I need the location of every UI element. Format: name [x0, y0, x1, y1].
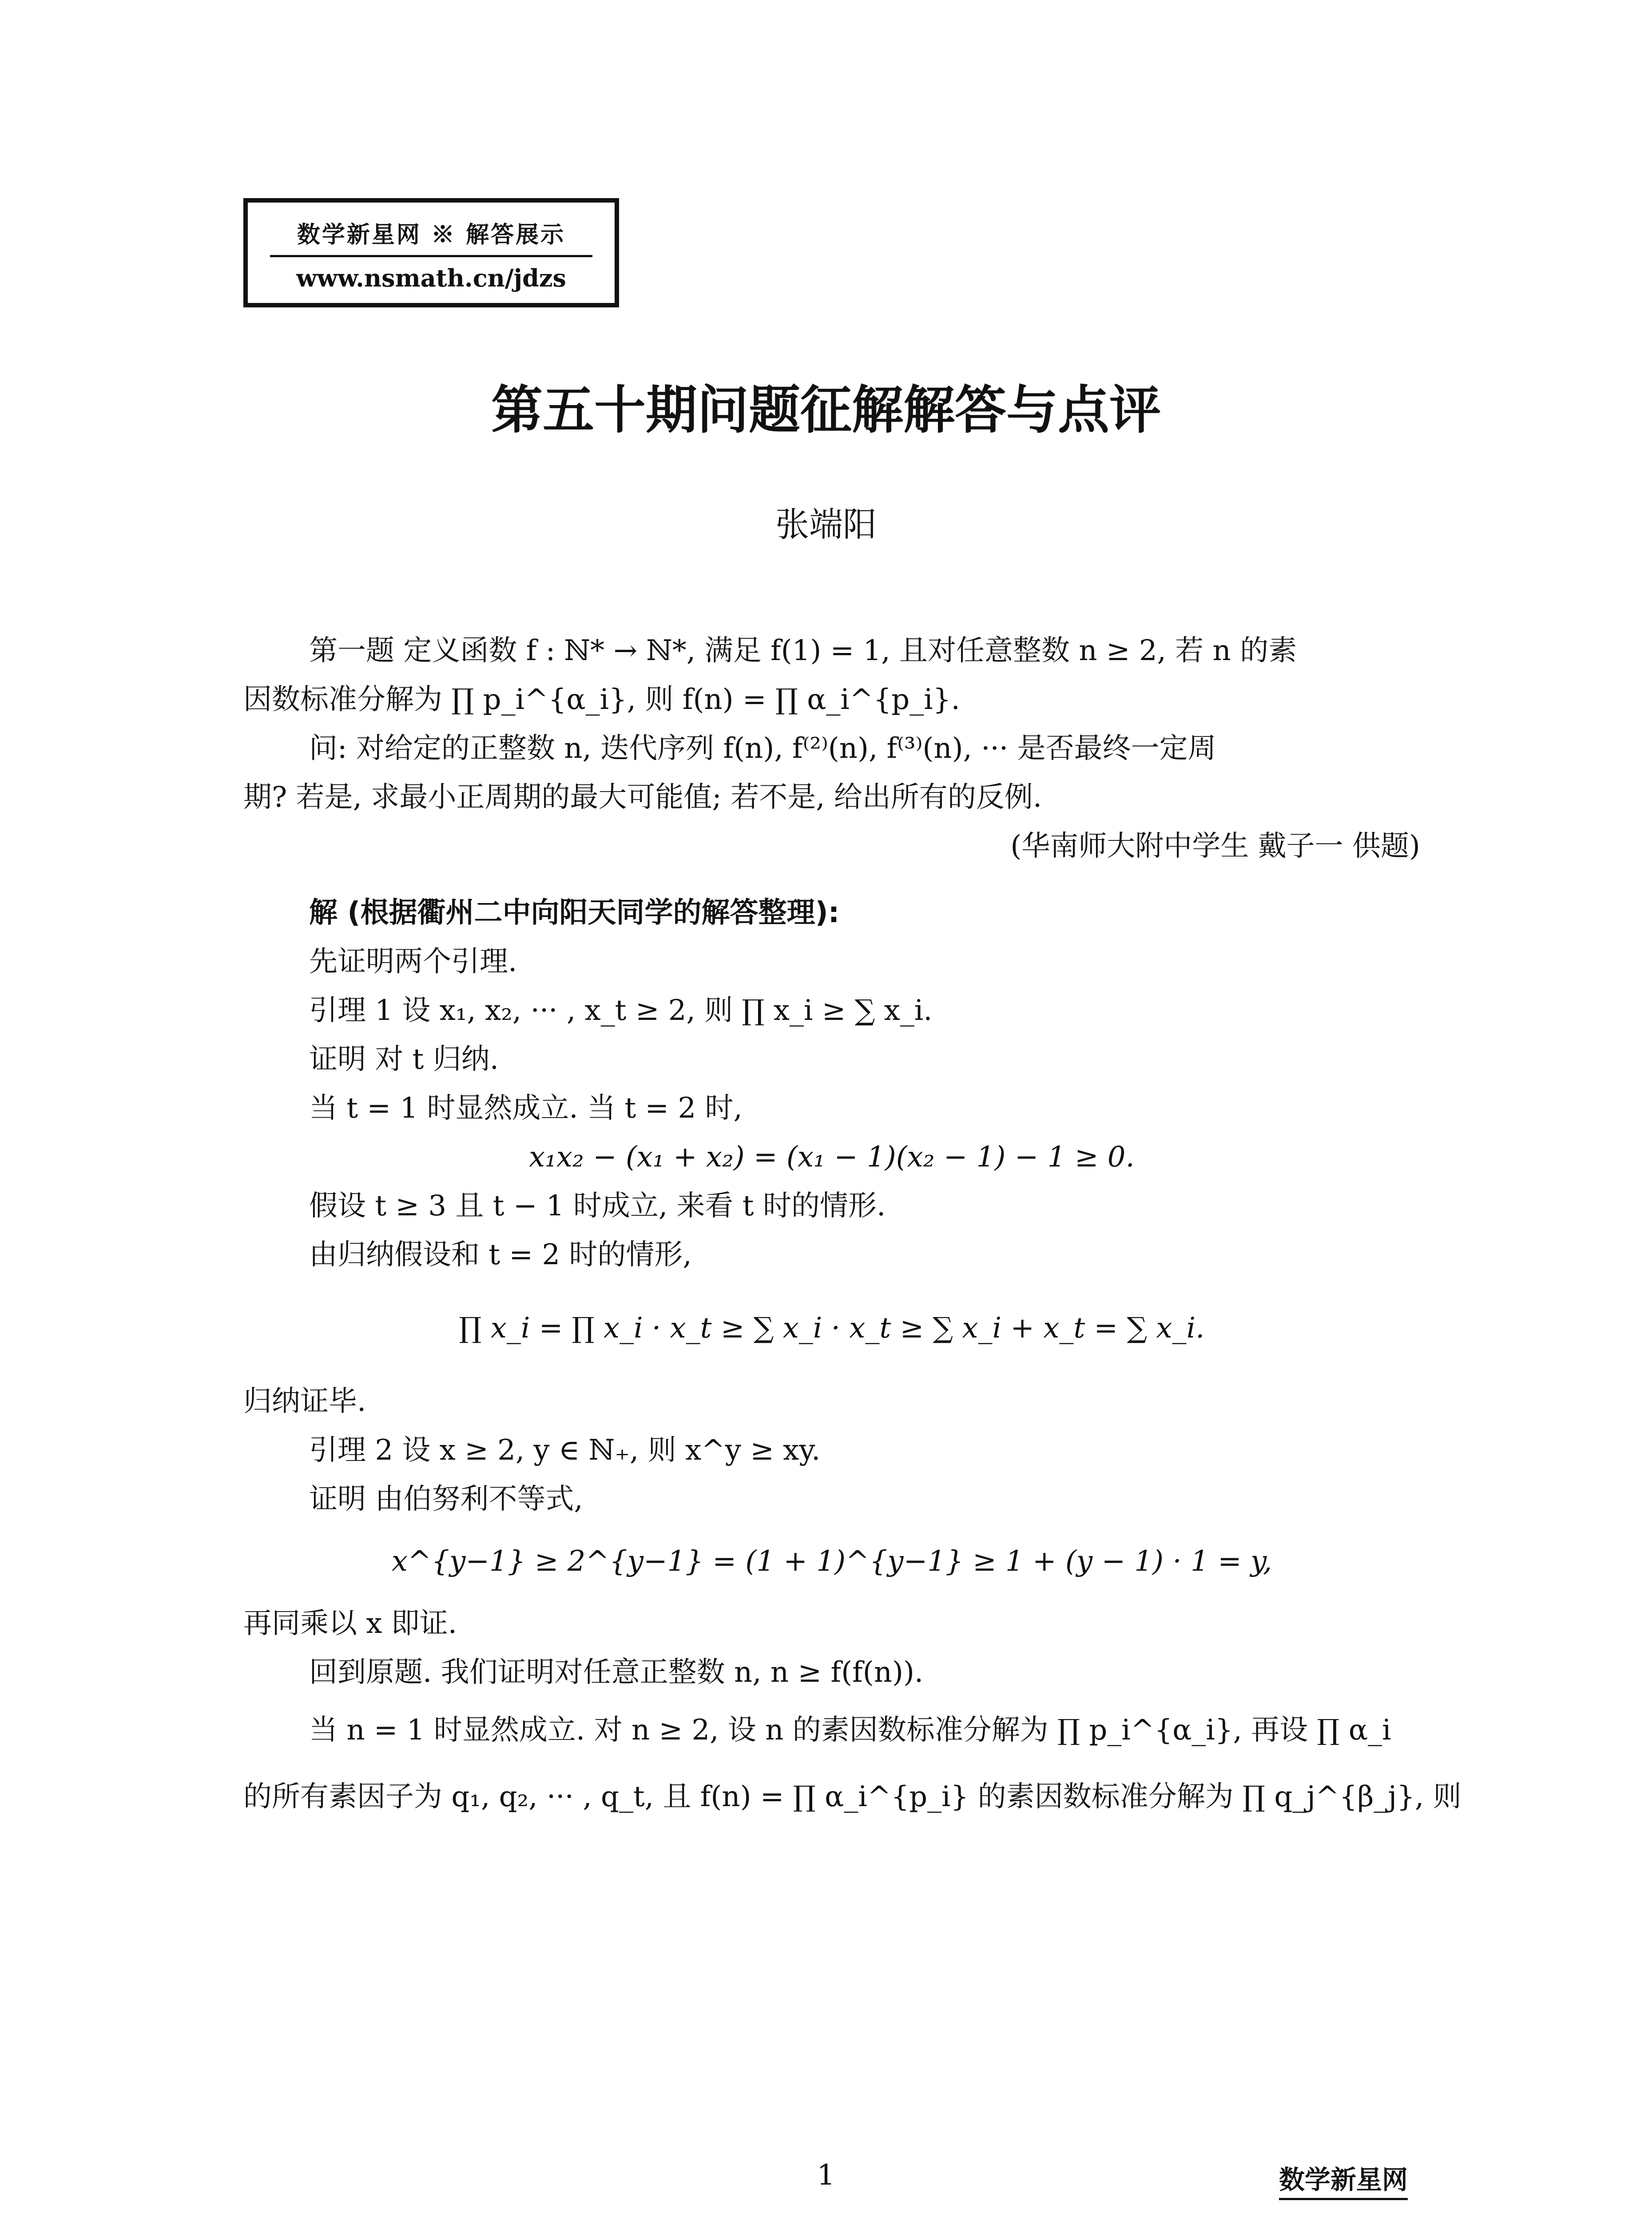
proof-1-start: 证明 对 t 归纳.	[309, 1043, 499, 1076]
lemma-1: 引理 1 设 x₁, x₂, ··· , x_t ≥ 2, 则 ∏ x_i ≥ ∑ x_i.	[309, 994, 933, 1027]
site-url: www.nsmath.cn/jdzs	[296, 264, 566, 292]
main-proof-line-1: 当 n = 1 时显然成立. 对 n ≥ 2, 设 n 的素因数标准分解为 ∏ p_i^{α_i}, 再设 ∏ α_i	[309, 1714, 1391, 1747]
problem-credit: (华南师大附中学生 戴子一 供题)	[1010, 830, 1420, 863]
proof-2-start: 证明 由伯努利不等式,	[309, 1483, 583, 1516]
problem-line-3: 问: 对给定的正整数 n, 迭代序列 f(n), f⁽²⁾(n), f⁽³⁾(n), ··· 是否最终一定周	[309, 732, 1216, 765]
site-name-line: 数学新星网 ※ 解答展示	[297, 221, 566, 248]
proof-1-hypothesis: 假设 t ≥ 3 且 t − 1 时成立, 来看 t 时的情形.	[309, 1190, 886, 1222]
proof-1-end: 归纳证毕.	[243, 1385, 366, 1418]
lemma-2: 引理 2 设 x ≥ 2, y ∈ ℕ₊, 则 x^y ≥ xy.	[309, 1434, 821, 1467]
proof-2-end: 再同乘以 x 即证.	[243, 1607, 457, 1640]
equation-3: x^{y−1} ≥ 2^{y−1} = (1 + 1)^{y−1} ≥ 1 + (y − 1) · 1 = y,	[391, 1545, 1272, 1578]
footer-site-name: 数学新星网	[1279, 2159, 1408, 2200]
header-divider	[270, 255, 592, 257]
main-claim: 回到原题. 我们证明对任意正整数 n, n ≥ f(f(n)).	[309, 1656, 924, 1689]
page-number: 1	[817, 2159, 835, 2192]
page-title: 第五十期问题征解解答与点评	[491, 380, 1161, 440]
equation-2: ∏ x_i = ∏ x_i · x_t ≥ ∑ x_i · x_t ≥ ∑ x_i + x_t = ∑ x_i.	[459, 1312, 1205, 1345]
author-name: 张端阳	[775, 505, 877, 544]
proof-1-base: 当 t = 1 时显然成立. 当 t = 2 时,	[309, 1092, 743, 1125]
main-proof-line-2: 的所有素因子为 q₁, q₂, ··· , q_t, 且 f(n) = ∏ α_i^{p_i} 的素因数标准分解为 ∏ q_j^{β_j}, 则	[243, 1780, 1461, 1813]
problem-line-2: 因数标准分解为 ∏ p_i^{α_i}, 则 f(n) = ∏ α_i^{p_i}.	[243, 683, 960, 716]
document-body	[243, 626, 1461, 1830]
proof-1-step: 由归纳假设和 t = 2 时的情形,	[309, 1238, 692, 1271]
site-header-box	[243, 198, 619, 307]
solution-intro: 先证明两个引理.	[309, 945, 517, 978]
equation-1: x₁x₂ − (x₁ + x₂) = (x₁ − 1)(x₂ − 1) − 1 ≥ 0.	[529, 1141, 1135, 1174]
problem-line-4: 期? 若是, 求最小正周期的最大可能值; 若不是, 给出所有的反例.	[243, 781, 1042, 814]
solution-heading: 解 (根据衢州二中向阳天同学的解答整理):	[309, 896, 840, 929]
problem-line-1: 第一题 定义函数 f : ℕ* → ℕ*, 满足 f(1) = 1, 且对任意整数 n ≥ 2, 若 n 的素	[309, 634, 1297, 667]
